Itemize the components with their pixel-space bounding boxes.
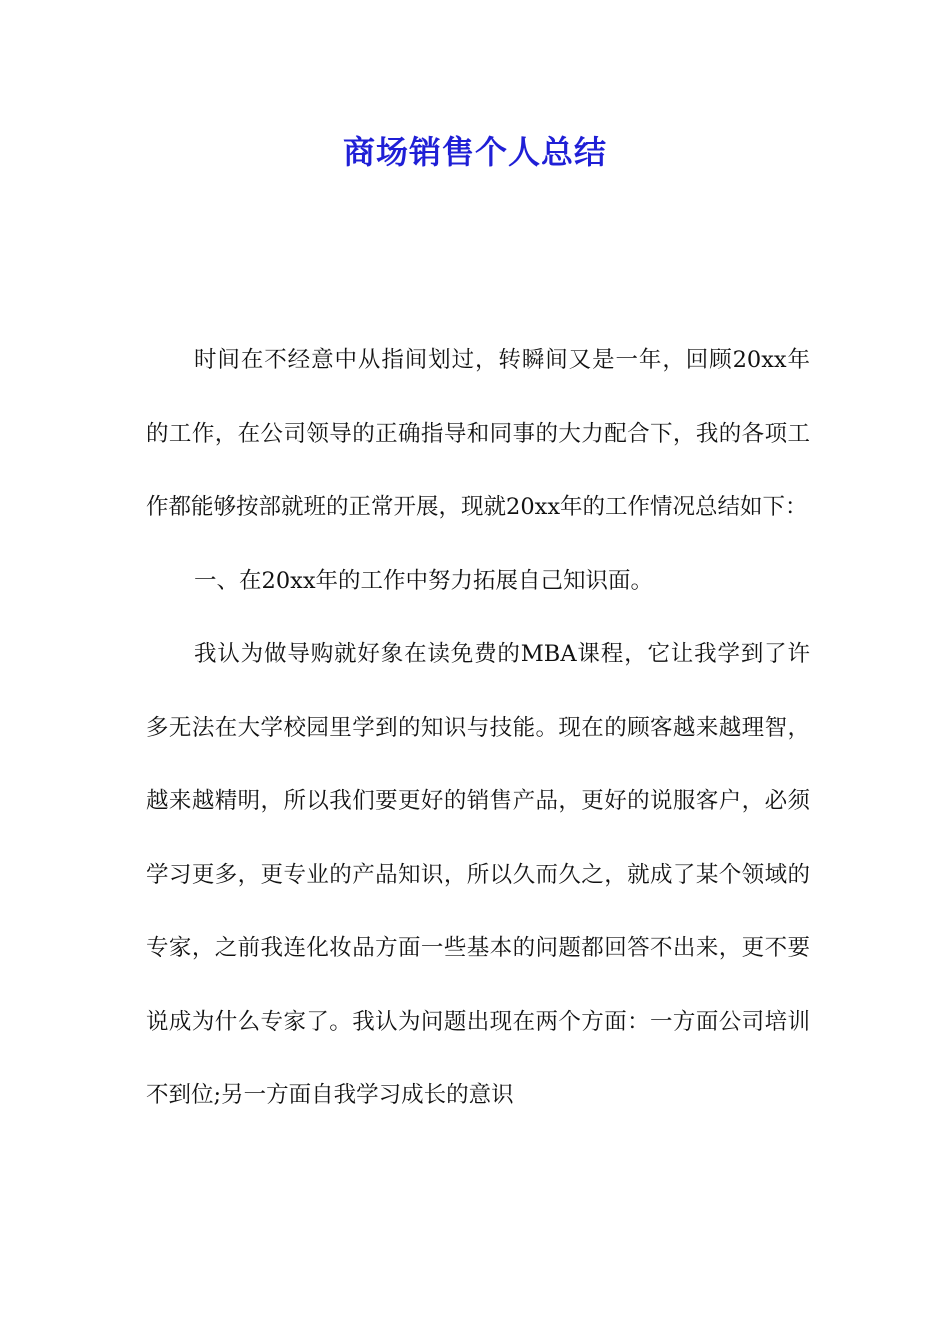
paragraph-body: 我认为做导购就好象在读免费的MBA课程，它让我学到了许多无法在大学校园里学到的知识与技能。现在的顾客越来越理智，越来越精明，所以我们要更好的销售产品，更好的说服客户，必须学习更多，更专业的产品知识，所以久而久之，就成了某个领域的专家，之前我连化妆品方面一些基本的问题都回答不出来，更不要说成为什么专家了。我认为问题出现在两个方面：一方面公司培训不到位;另一方面自我学习成长的意识 <box>146 641 810 1108</box>
document-title: 商场销售个人总结 <box>342 133 607 171</box>
document-body <box>146 324 810 1133</box>
paragraph-intro: 时间在不经意中从指间划过，转瞬间又是一年，回顾20xx年的工作，在公司领导的正确指导和同事的大力配合下，我的各项工作都能够按部就班的正常开展，现就20xx年的工作情况总结如下： <box>146 347 810 520</box>
paragraph-section-heading: 一、在20xx年的工作中努力拓展自己知识面。 <box>194 567 654 594</box>
